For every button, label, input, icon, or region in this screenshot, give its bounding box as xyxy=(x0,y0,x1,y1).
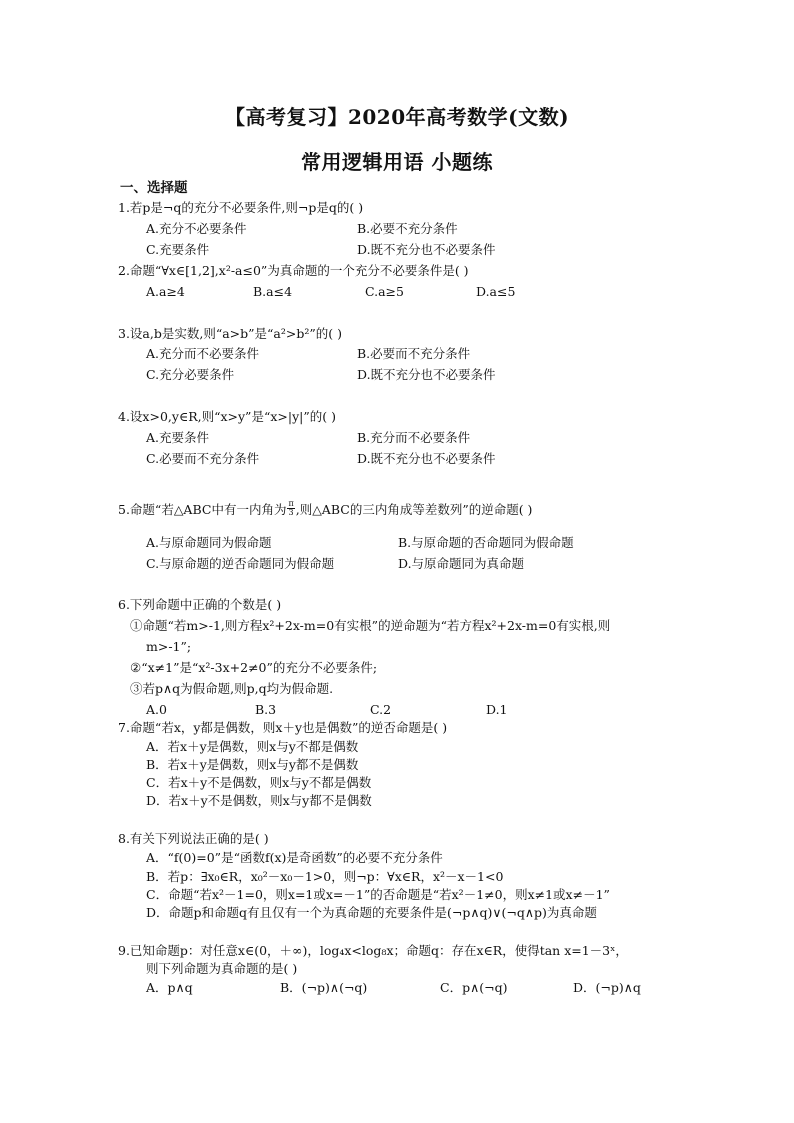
q3-stem: 3.设a,b是实数,则“a>b”是“a²>b²”的( ) xyxy=(118,326,342,341)
q5-option-c: C.与原命题的逆否命题同为假命题 xyxy=(146,556,335,571)
q9-stem-line-1: 9.已知命题p：对任意x∈(0，＋∞)，log₄x<log₈x；命题q：存在x∈R，使得tan x=1－3ˣ， xyxy=(118,943,628,958)
q6-statement-1-cont: m>-1”; xyxy=(146,639,192,654)
q8-option-b: B．若p：∃x₀∈R，x₀²－x₀－1>0，则¬p：∀x∈R，x²－x－1<0 xyxy=(146,869,504,884)
q5-option-a: A.与原命题同为假命题 xyxy=(146,535,272,550)
q5-stem xyxy=(118,499,533,519)
q3-option-b: B.必要而不充分条件 xyxy=(357,346,471,361)
q8-option-c: C．命题“若x²－1=0，则x=1或x=－1”的否命题是“若x²－1≠0，则x≠1或x≠－1” xyxy=(146,887,610,902)
q1-option-d: D.既不充分也不必要条件 xyxy=(357,242,496,257)
q3-option-d: D.既不充分也不必要条件 xyxy=(357,367,496,382)
q4-option-d: D.既不充分也不必要条件 xyxy=(357,451,496,466)
q2-stem: 2.命题“∀x∈[1,2],x²-a≤0”为真命题的一个充分不必要条件是( ) xyxy=(118,263,469,278)
q6-option-d: D.1 xyxy=(486,702,508,717)
q4-option-b: B.充分而不必要条件 xyxy=(357,430,471,445)
q5-option-d: D.与原命题同为真命题 xyxy=(398,556,525,571)
q6-option-a: A.0 xyxy=(146,702,167,717)
q5-stem-pre: 5.命题“若△ABC中有一内角为 xyxy=(118,502,287,517)
fraction-numerator: π xyxy=(288,499,294,508)
q4-option-a: A.充要条件 xyxy=(146,430,210,445)
fraction-denominator: 3 xyxy=(288,508,294,517)
q9-option-b: B．(¬p)∧(¬q) xyxy=(280,980,368,995)
q7-stem: 7.命题“若x，y都是偶数，则x＋y也是偶数”的逆否命题是( ) xyxy=(118,720,448,735)
q1-stem: 1.若p是¬q的充分不必要条件,则¬p是q的( ) xyxy=(118,200,364,215)
q6-statement-2: ②“x≠1”是“x²-3x+2≠0”的充分不必要条件; xyxy=(130,660,378,675)
q4-option-c: C.必要而不充分条件 xyxy=(146,451,260,466)
q3-option-a: A.充分而不必要条件 xyxy=(146,346,260,361)
q1-option-c: C.充要条件 xyxy=(146,242,210,257)
q4-stem: 4.设x>0,y∈R,则“x>y”是“x>|y|”的( ) xyxy=(118,409,336,424)
q8-option-d: D．命题p和命题q有且仅有一个为真命题的充要条件是(¬p∧q)∨(¬q∧p)为真命题 xyxy=(146,905,597,920)
q7-option-c: C．若x＋y不是偶数，则x与y不都是偶数 xyxy=(146,775,372,790)
q9-option-c: C．p∧(¬q) xyxy=(440,980,508,995)
q6-stem: 6.下列命题中正确的个数是( ) xyxy=(118,597,282,612)
q6-option-c: C.2 xyxy=(370,702,392,717)
q9-option-a: A．p∧q xyxy=(146,980,193,995)
q7-option-d: D．若x＋y不是偶数，则x与y都不是偶数 xyxy=(146,793,372,808)
q8-option-a: A．“f(0)=0”是“函数f(x)是奇函数”的必要不充分条件 xyxy=(146,850,443,865)
q1-option-b: B.必要不充分条件 xyxy=(357,221,458,236)
q6-statement-1: ①命题“若m>-1,则方程x²+2x-m=0有实根”的逆命题为“若方程x²+2x-m=0有实根,则 xyxy=(130,618,611,633)
q8-stem: 8.有关下列说法正确的是( ) xyxy=(118,831,269,846)
q3-option-c: C.充分必要条件 xyxy=(146,367,235,382)
doc-subtitle: 常用逻辑用语 小题练 xyxy=(301,150,493,174)
q6-statement-3: ③若p∧q为假命题,则p,q均为假命题. xyxy=(130,681,334,696)
q9-stem-line-2: 则下列命题为真命题的是( ) xyxy=(146,961,298,976)
q2-option-b: B.a≤4 xyxy=(253,284,293,299)
q2-option-c: C.a≥5 xyxy=(365,284,404,299)
q9-option-d: D．(¬p)∧q xyxy=(573,980,641,995)
q7-option-a: A．若x＋y是偶数，则x与y不都是偶数 xyxy=(146,739,359,754)
pi-over-3-fraction xyxy=(287,500,294,517)
q6-option-b: B.3 xyxy=(255,702,277,717)
q2-option-d: D.a≤5 xyxy=(476,284,516,299)
q7-option-b: B．若x＋y是偶数，则x与y都不是偶数 xyxy=(146,757,359,772)
section-heading: 一、选择题 xyxy=(120,180,188,196)
doc-title: 【高考复习】2020年高考数学(文数) xyxy=(224,105,570,129)
q5-option-b: B.与原命题的否命题同为假命题 xyxy=(398,535,574,550)
q1-option-a: A.充分不必要条件 xyxy=(146,221,247,236)
q2-option-a: A.a≥4 xyxy=(146,284,185,299)
q5-stem-post: ,则△ABC的三内角成等差数列”的逆命题( ) xyxy=(295,502,533,517)
